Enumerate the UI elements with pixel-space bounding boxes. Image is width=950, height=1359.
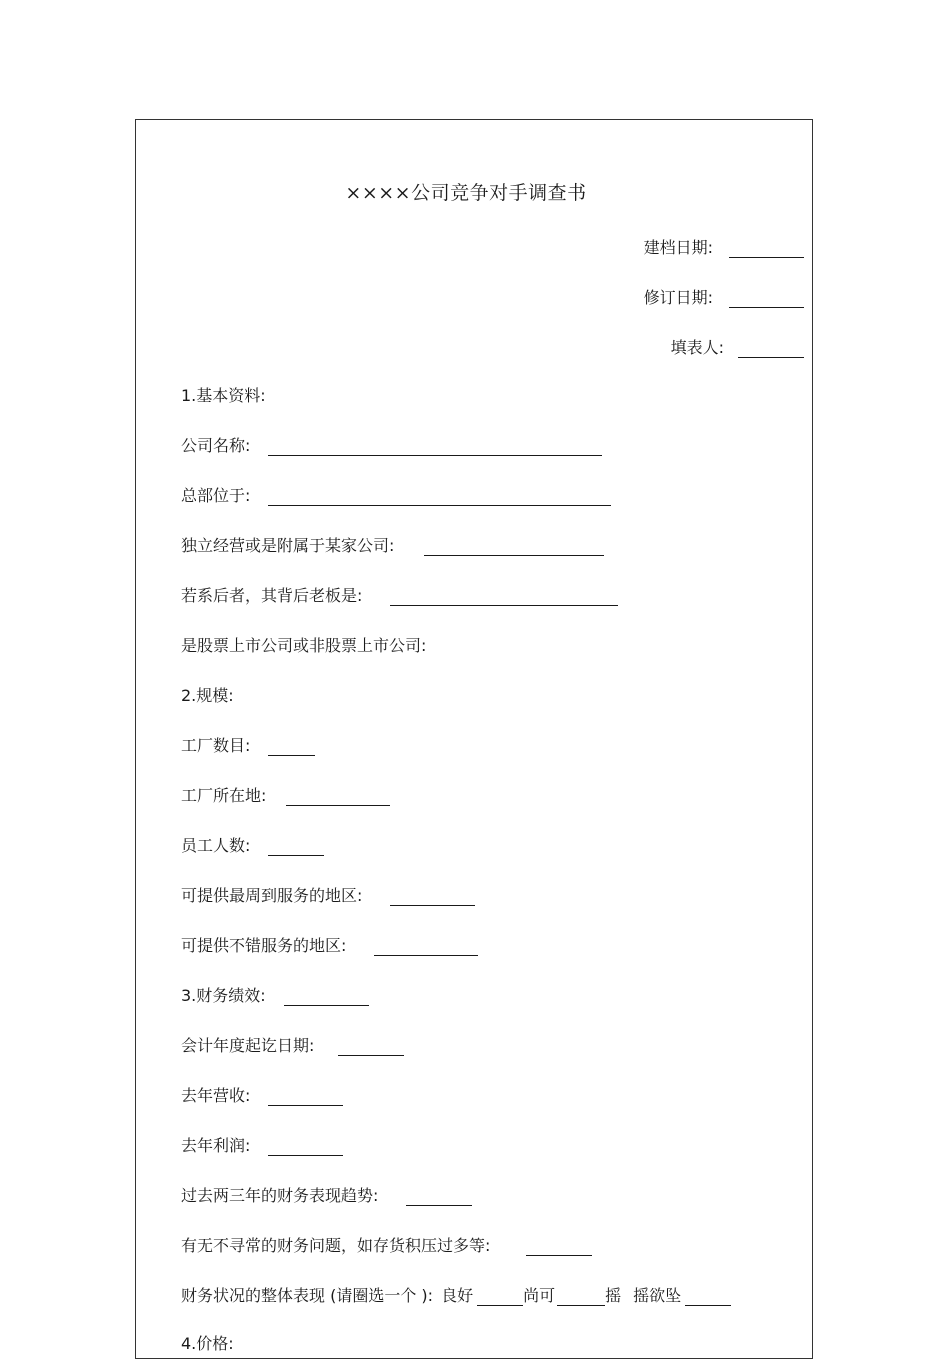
filler-row — [671, 328, 804, 358]
backer-row — [181, 578, 618, 606]
employee-count-blank[interactable] — [268, 837, 324, 856]
employee-count-row — [181, 828, 324, 856]
headquarters-blank[interactable] — [268, 487, 611, 506]
last-year-profit-label: 去年利润: — [181, 1136, 251, 1155]
revised-date-row — [644, 278, 804, 308]
good-service-region-row — [181, 928, 478, 956]
good-service-region-label: 可提供不错服务的地区: — [181, 936, 347, 955]
trend-row — [181, 1178, 472, 1206]
backer-label: 若系后者，其背后老板是: — [181, 586, 363, 605]
option-shaky-part1[interactable]: 摇 — [605, 1286, 622, 1305]
option-ok[interactable]: 尚可 — [523, 1286, 556, 1305]
filler-label: 填表人: — [670, 338, 724, 357]
overall-row — [181, 1278, 731, 1306]
option-good[interactable]: 良好 — [441, 1286, 474, 1305]
company-name-label: 公司名称: — [181, 436, 251, 455]
independent-label: 独立经营或是附属于某家公司: — [181, 536, 395, 555]
last-year-profit-row — [181, 1128, 343, 1156]
finance-blank[interactable] — [284, 987, 369, 1006]
best-service-region-label: 可提供最周到服务的地区: — [181, 886, 363, 905]
listed-label: 是股票上市公司或非股票上市公司: — [181, 636, 427, 655]
last-year-profit-blank[interactable] — [268, 1137, 343, 1156]
company-name-row — [181, 428, 602, 456]
document-title: ××××公司竞争对手调查书 — [345, 182, 587, 204]
trend-label: 过去两三年的财务表现趋势: — [181, 1186, 379, 1205]
fiscal-year-blank[interactable] — [338, 1037, 404, 1056]
option-shaky-part2[interactable]: 摇欲坠 — [633, 1286, 682, 1305]
factory-location-row — [181, 778, 390, 806]
revised-date-blank[interactable] — [729, 289, 804, 308]
factory-location-blank[interactable] — [286, 787, 390, 806]
section-basic-info-heading: 1.基本资料: — [181, 386, 266, 405]
filler-blank[interactable] — [738, 339, 804, 358]
last-year-revenue-blank[interactable] — [268, 1087, 343, 1106]
issues-label: 有无不寻常的财务问题，如存货积压过多等: — [181, 1236, 491, 1255]
last-year-revenue-label: 去年营收: — [181, 1086, 251, 1105]
option-shaky-blank[interactable] — [685, 1287, 731, 1306]
headquarters-row — [181, 478, 611, 506]
listed-row — [181, 628, 426, 656]
revised-date-label: 修订日期: — [643, 288, 713, 307]
created-date-row — [644, 228, 804, 258]
best-service-region-row — [181, 878, 475, 906]
good-service-region-blank[interactable] — [374, 937, 478, 956]
trend-blank[interactable] — [406, 1187, 472, 1206]
issues-blank[interactable] — [526, 1237, 592, 1256]
issues-row — [181, 1228, 592, 1256]
last-year-revenue-row — [181, 1078, 343, 1106]
factory-count-label: 工厂数目: — [181, 736, 251, 755]
best-service-region-blank[interactable] — [390, 887, 475, 906]
independent-row — [181, 528, 604, 556]
factory-count-row — [181, 728, 315, 756]
section-scale-heading: 2.规模: — [181, 686, 234, 705]
company-name-blank[interactable] — [268, 437, 602, 456]
section-finance-heading: 3.财务绩效: — [181, 978, 369, 1006]
headquarters-label: 总部位于: — [181, 486, 251, 505]
independent-blank[interactable] — [424, 537, 604, 556]
fiscal-year-label: 会计年度起讫日期: — [181, 1036, 315, 1055]
backer-blank[interactable] — [390, 587, 618, 606]
option-ok-blank[interactable] — [557, 1287, 605, 1306]
fiscal-year-row — [181, 1028, 404, 1056]
employee-count-label: 员工人数: — [181, 836, 251, 855]
section-price-heading: 4.价格: — [181, 1334, 234, 1353]
created-date-label: 建档日期: — [643, 238, 713, 257]
option-good-blank[interactable] — [477, 1287, 523, 1306]
created-date-blank[interactable] — [729, 239, 804, 258]
factory-count-blank[interactable] — [268, 737, 315, 756]
overall-label: 财务状况的整体表现 (请圈选一个 ): — [181, 1286, 434, 1305]
factory-location-label: 工厂所在地: — [181, 786, 267, 805]
